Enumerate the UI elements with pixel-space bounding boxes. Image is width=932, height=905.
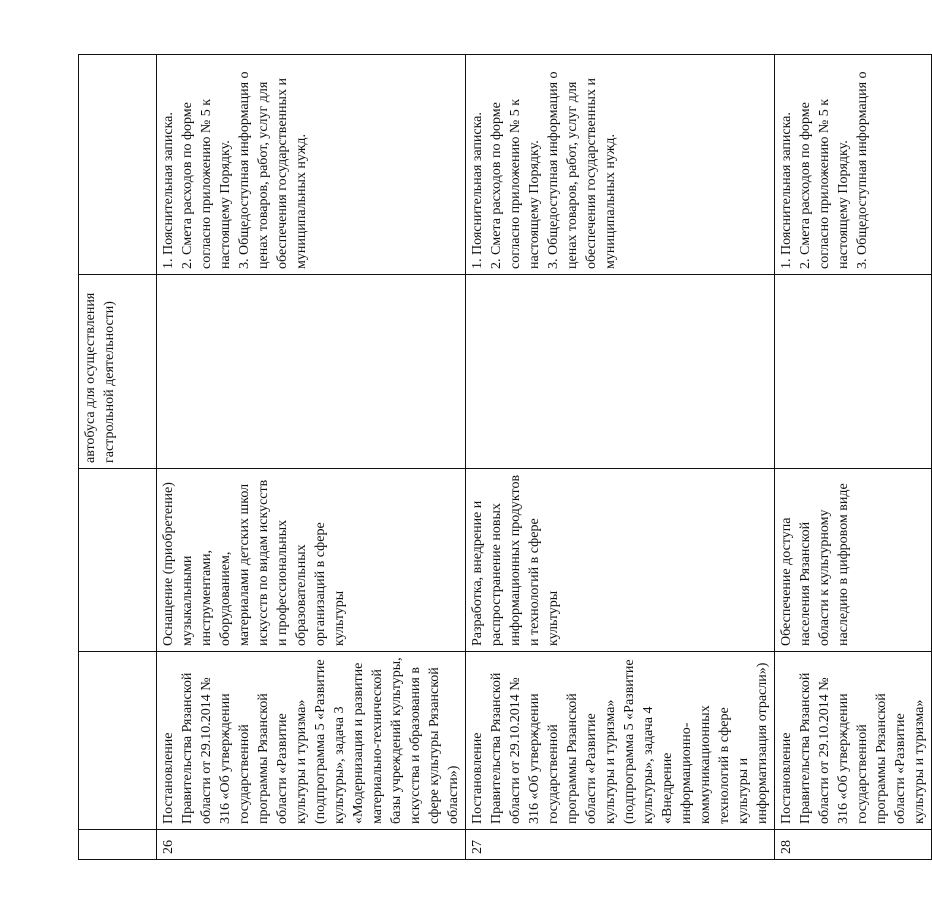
document-item: 3. Общедоступная информация о ценах товаров, работ, услуг для обеспечения государственных и муниципальных нужд.: [237, 71, 309, 269]
result-cell: [157, 275, 466, 469]
documents-cell: [466, 55, 775, 275]
row-number: 26: [157, 830, 466, 860]
purpose-cell: [79, 469, 157, 652]
documents-cell: [157, 55, 466, 275]
legal-basis-cell: [79, 652, 157, 830]
result-cell: [466, 275, 775, 469]
document-item: 1. Пояснительная записка.: [779, 112, 794, 269]
legal-basis-cell: Постановление Правительства Рязанской области от 29.10.2014 № 316 «Об утверждении государственной программы Рязанской области «Развитие культуры и туризма» (подпрограмма 5 «Развитие культуры», задача 3 «Модернизация и развитие материально-технической базы учреждений культуры, искусства и образования в сфере культуры Рязанской области»): [157, 652, 466, 830]
document-item: 2. Смета расходов по форме согласно приложению № 5 к настоящему Порядку.: [180, 98, 233, 269]
documents-cell: [775, 55, 932, 275]
document-item: 1. Пояснительная записка.: [161, 112, 176, 269]
rotated-document-page: [78, 55, 927, 860]
result-cell: [775, 275, 932, 469]
purpose-cell: Оснащение (приобретение) музыкальными инструментами, оборудованием, материалами детских школ искусств по видам искусств и профессиональных образовательных организаций в сфере культуры: [157, 469, 466, 652]
legal-basis-cell: Постановление Правительства Рязанской области от 29.10.2014 № 316 «Об утверждении государственной программы Рязанской области «Развитие культуры и туризма»: [775, 652, 932, 830]
table-row: [466, 55, 775, 860]
result-cell: автобуса для осуществления гастрольной деятельности): [79, 275, 157, 469]
row-number: 28: [775, 830, 932, 860]
legal-basis-cell: Постановление Правительства Рязанской области от 29.10.2014 № 316 «Об утверждении государственной программы Рязанской области «Развитие культуры и туризма» (подпрограмма 5 «Развитие культуры», задача 4 «Внедрение информационно-коммуникационных технологий в сфере культуры и информатизация отрасли»): [466, 652, 775, 830]
table-row: [775, 55, 932, 860]
document-item: 3. Общедоступная информация о ценах товаров, работ, услуг для обеспечения государственных и муниципальных нужд.: [546, 71, 618, 269]
table-row: [157, 55, 466, 860]
purpose-cell: Обеспечение доступа населения Рязанской области к культурному наследию в цифровом виде: [775, 469, 932, 652]
document-item: 2. Смета расходов по форме согласно приложению № 5 к настоящему Порядку.: [798, 98, 851, 269]
purpose-cell: Разработка, внедрение и распространение новых информационных продуктов и технологий в сфере культуры: [466, 469, 775, 652]
documents-cell: [79, 55, 157, 275]
document-item: 3. Общедоступная информация о: [855, 71, 870, 269]
document-item: 2. Смета расходов по форме согласно приложению № 5 к настоящему Порядку.: [489, 98, 542, 269]
table-row: [79, 55, 157, 860]
subsidy-table: [78, 54, 932, 860]
row-number: 27: [466, 830, 775, 860]
document-item: 1. Пояснительная записка.: [470, 112, 485, 269]
row-number: [79, 830, 157, 860]
